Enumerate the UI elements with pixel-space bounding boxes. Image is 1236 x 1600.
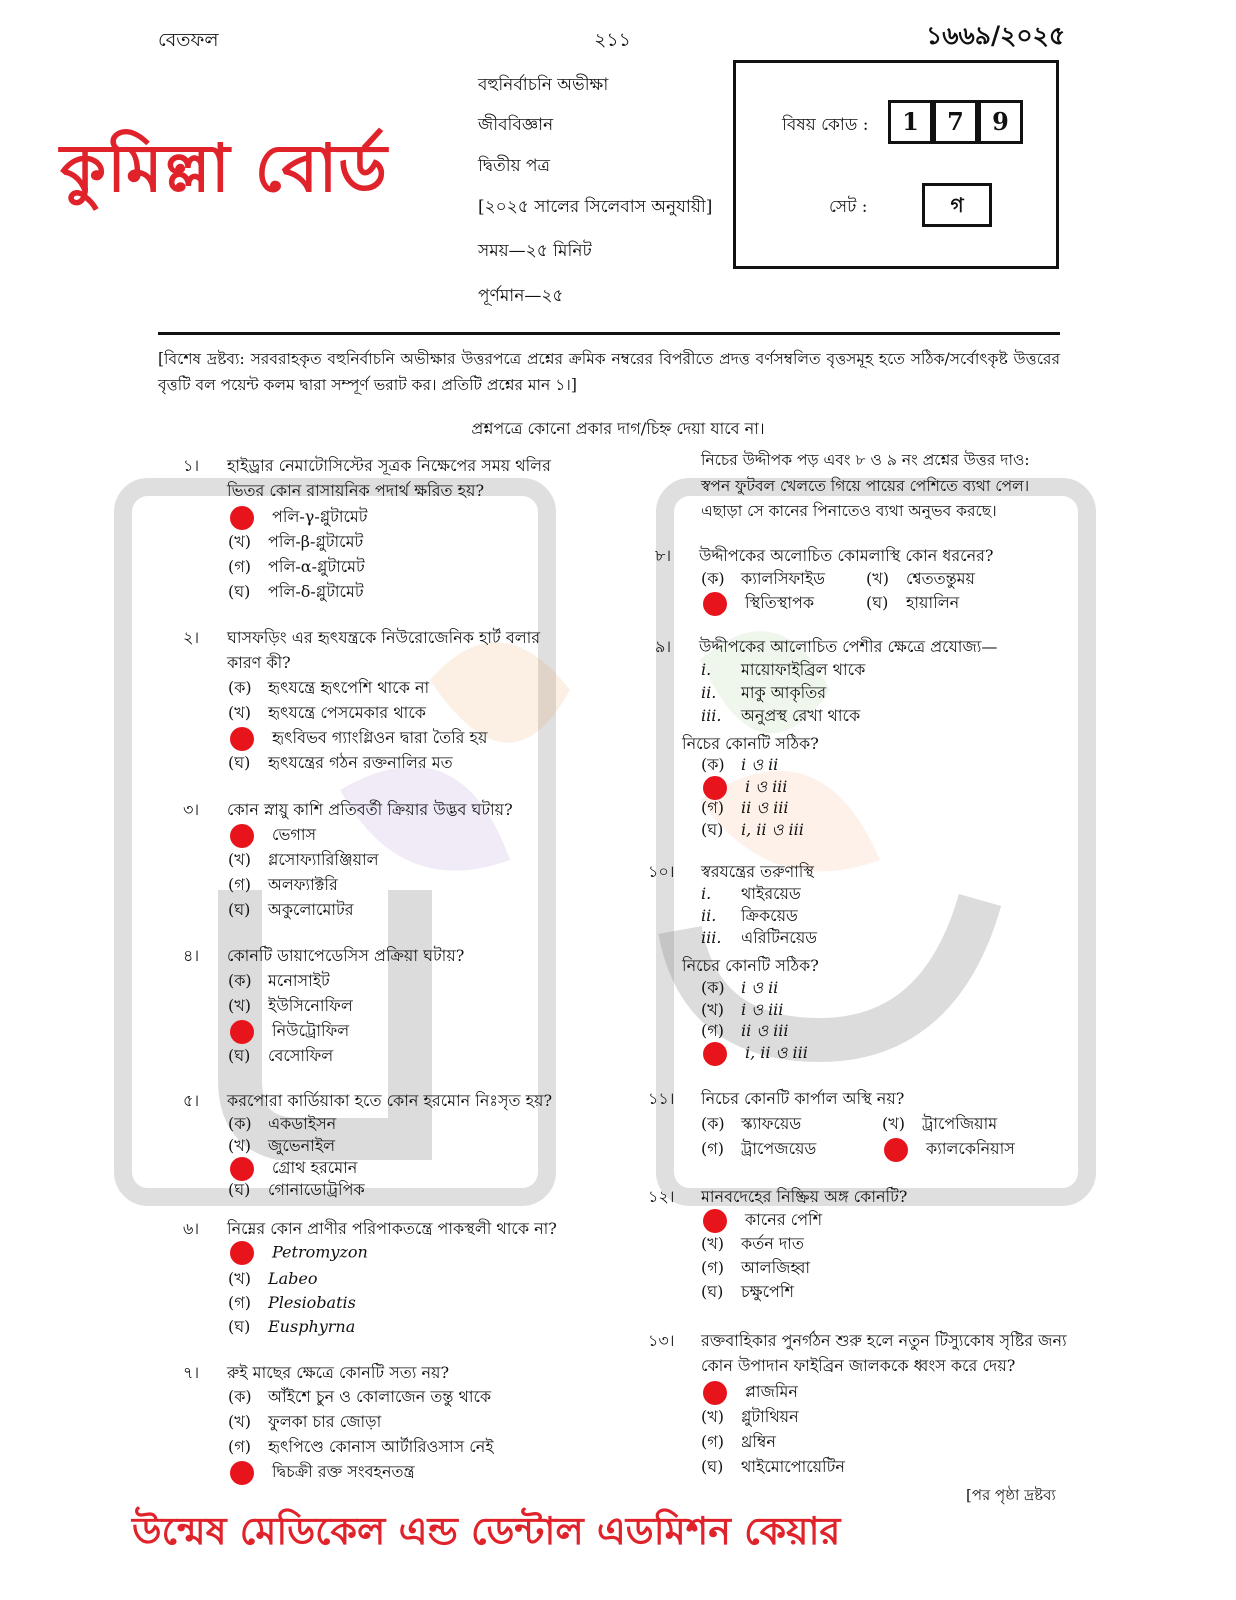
question-number: ১৩। [648,1331,675,1350]
option: (ক) আঁইশে চুন ও কোলাজেন তন্তু থাকে [228,1387,492,1406]
option-answer: i, ii ও iii [701,1040,808,1064]
question-number: ৭। [183,1363,200,1382]
answer-dot [230,506,254,530]
question-text: নিচের কোনটি কার্পাল অস্থি নয়? [701,1089,905,1108]
warning-line: প্রশ্নপত্রে কোনো প্রকার দাগ/চিহ্ন দেয়া যাবে না। [471,419,765,438]
question-number: ৯। [655,637,672,656]
option: (গ) ii ও iii [701,1021,789,1040]
option: (খ) জুভেনাইল [228,1136,336,1155]
option: (গ) অলফ্যাক্টরি [228,875,338,894]
option: (ঘ) হৃৎযন্ত্রের গঠন রক্তনালির মত [228,753,453,772]
header-reference-number: ১৬৬৯/২০২৫ [926,21,1066,50]
option: (খ) ইউসিনোফিল [228,996,353,1015]
option: (ঘ) চক্ষুপেশি [701,1282,794,1301]
answer-dot [230,1241,254,1265]
option: (খ) ফুলকা চার জোড়া [228,1412,382,1431]
option: (ঘ) থাইমোপোয়েটিন [701,1457,845,1476]
option: (ক) i ও ii [701,978,779,997]
question-text: নিম্নের কোন প্রাণীর পরিপাকতন্ত্রে পাকস্থলী থাকে না? [227,1219,557,1238]
option: (খ) শ্বেততন্তুময় [866,569,975,588]
question-text: উদ্দীপকের আলোচিত পেশীর ক্ষেত্রে প্রযোজ্য— [699,637,998,656]
answer-dot [230,1461,254,1485]
statement: i. মায়োফাইব্রিল থাকে [701,660,866,679]
option: (ঘ) হায়ালিন [866,593,960,612]
option: (খ) গ্লুটাথিয়ন [701,1407,799,1426]
option: (গ) ট্রাপেজয়েড [701,1139,817,1158]
answer-dot [230,824,254,848]
option: (ক) একডাইসন [228,1114,337,1133]
question-text: রুই মাছের ক্ষেত্রে কোনটি সত্য নয়? [227,1363,450,1382]
option: (ক) মনোসাইট [228,971,330,990]
option: (গ) পলি-α-গ্লুটামেট [228,557,365,576]
question-number: ১। [183,456,200,475]
option: (ক) হৃৎযন্ত্রে হৃৎপেশি থাকে না [228,678,430,697]
option-answer: স্থিতিস্থাপক [701,590,814,614]
option: (খ) i ও iii [701,1000,784,1019]
option: (গ) থ্রম্বিন [701,1432,776,1451]
question-text: উদ্দীপকের অলোচিত কোমলাস্থি কোন ধরনের? [699,546,994,565]
option-answer: গ্রোথ হরমোন [228,1155,357,1179]
option: (ঘ) গোনাডোট্রপিক [228,1180,365,1199]
option: (ঘ) বেসোফিল [228,1046,334,1065]
set-label: সেট : [829,197,868,217]
question-ask: নিচের কোনটি সঠিক? [682,956,819,975]
option-answer: ক্যালকেনিয়াস [882,1136,1015,1160]
option: (গ) Plesiobatis [228,1293,356,1312]
question-text: স্বরযন্ত্রের তরুণাস্থি [701,862,814,881]
option-answer: পলি-γ-গ্লুটামেট [228,504,368,528]
option-answer: কানের পেশি [701,1207,822,1231]
question-text: কোন স্নায়ু কাশি প্রতিবর্তী ক্রিয়ার উদ্ভব ঘটায়? [227,800,513,819]
subject-code-box [733,60,1059,269]
answer-dot [703,1381,727,1405]
header-divider [158,332,1060,335]
subject-code-digit: 1 [888,100,933,144]
stimulus-intro: নিচের উদ্দীপক পড় এবং ৮ ও ৯ নং প্রশ্নের উত্তর দাও: [701,451,1030,469]
header-page-number: ২১১ [594,29,632,51]
question-text: কোনটি ডায়াপেডেসিস প্রক্রিয়া ঘটায়? [227,946,465,965]
option: (ঘ) Eusphyrna [228,1317,356,1336]
answer-dot [230,727,254,751]
question-number: ৩। [183,800,200,819]
exam-syllabus: [২০২৫ সালের সিলেবাস অনুযায়ী] [478,197,713,217]
statement: iii. এরিটিনয়েড [701,928,818,947]
set-value: গ [922,183,992,227]
exam-type: বহুনির্বাচনি অভীক্ষা [478,75,609,95]
option-answer: ভেগাস [228,822,316,846]
question-text: হাইড্রার নেমাটোসিস্টের সূত্রক নিক্ষেপের সময় থলির ভিতর কোন রাসায়নিক পদার্থ ক্ষরিত হয়? [227,456,551,500]
board-title: কুমিল্লা বোর্ড [60,130,388,207]
exam-time: সময়—২৫ মিনিট [478,241,592,261]
subject-code-digit: 7 [933,100,978,144]
option: (গ) আলজিহ্বা [701,1258,811,1277]
answer-dot [703,592,727,616]
question-number: ২। [183,628,200,647]
option-answer: হৃৎবিভব গ্যাংগ্লিওন দ্বারা তৈরি হয় [228,725,487,749]
question-number: ৪। [183,946,200,965]
statement: ii. ক্রিকয়েড [701,906,798,925]
option: (খ) কর্তন দাত [701,1234,804,1253]
option: (ক) i ও ii [701,755,779,774]
instruction-note: [বিশেষ দ্রষ্টব্য: সরবরাহকৃত বহুনির্বাচনি অভীক্ষার উত্তরপত্রে প্রশ্নের ক্রমিক নম্বরের বিপরীতে প্রদত্ত বর্ণসম্বলিত বৃত্তসমূহ হতে সঠিক/সর্বোৎকৃষ্ট উত্তরের বৃত্তটি বল পয়েন্ট কলম দ্বারা সম্পূর্ণ ভরাট কর। প্রতিটি প্রশ্নের মান ১।] [158,350,1060,394]
option: (ক) স্ক্যাফয়েড [701,1114,802,1133]
subject-code-label: বিষয় কোড : [782,115,869,135]
question-number: ৮। [655,546,672,565]
option: (খ) গ্লসোফ্যারিঞ্জিয়াল [228,850,379,869]
statement: i. থাইরয়েড [701,884,801,903]
statement: iii. অনুপ্রস্থ রেখা থাকে [701,706,861,725]
question-ask: নিচের কোনটি সঠিক? [682,734,819,753]
question-number: ৫। [183,1091,200,1110]
option-answer: i ও iii [701,774,787,798]
option: (ঘ) অকুলোমোটর [228,900,354,919]
option-answer: প্লাজমিন [701,1379,798,1403]
question-text: মানবদেহের নিষ্ক্রিয় অঙ্গ কোনটি? [701,1187,908,1206]
option: (ঘ) i, ii ও iii [701,820,804,839]
subject-code-digit: 9 [978,100,1023,144]
option: (ঘ) পলি-δ-গ্লুটামেট [228,582,364,601]
question-text: করপোরা কার্ডিয়াকা হতে কোন হরমোন নিঃসৃত হয়? [227,1091,553,1110]
answer-dot [703,1042,727,1066]
option: (খ) হৃৎযন্ত্রে পেসমেকার থাকে [228,703,426,722]
question-number: ১০। [648,862,675,881]
exam-full-marks: পূর্ণমান—২৫ [478,286,564,306]
option: (ক) ক্যালসিফাইড [701,569,825,588]
option: (খ) Labeo [228,1269,318,1288]
footer-brand: উন্মেষ মেডিকেল এন্ড ডেন্টাল এডমিশন কেয়ার [132,1509,841,1553]
question-number: ১২। [648,1187,675,1206]
option-answer: Petromyzon [228,1241,368,1265]
exam-paper: দ্বিতীয় পত্র [478,156,551,176]
header-subject-tag: বেতফল [158,29,219,51]
exam-subject: জীববিজ্ঞান [478,115,554,135]
option: (খ) ট্রাপেজিয়াম [882,1114,998,1133]
answer-dot [230,1020,254,1044]
question-text: রক্তবাহিকার পুনর্গঠন শুরু হলে নতুন টিস্যুকোষ সৃষ্টির জন্য কোন উপাদান ফাইব্রিন জালককে ধ্বংস করে দেয়? [701,1331,1067,1375]
answer-dot [703,1209,727,1233]
next-page-note: [পর পৃষ্ঠা দ্রষ্টব্য [966,1486,1056,1504]
option: (গ) ii ও iii [701,798,789,817]
statement: ii. মাকু আকৃতির [701,683,827,702]
stimulus-text: স্বপন ফুটবল খেলতে গিয়ে পায়ের পেশিতে ব্যথা পেল। এছাড়া সে কানের পিনাতেও ব্যথা অনুভব করছে। [701,477,1030,520]
option: (খ) পলি-β-গ্লুটামেট [228,532,364,551]
option-answer: দ্বিচক্রী রক্ত সংবহনতন্ত্র [228,1459,415,1483]
option-answer: নিউট্রোফিল [228,1018,349,1042]
question-number: ১১। [648,1089,675,1108]
option: (গ) হৃৎপিণ্ডে কোনাস আর্টারিওসাস নেই [228,1437,494,1456]
question-text: ঘাসফড়িং এর হৃৎযন্ত্রকে নিউরোজেনিক হার্ট বলার কারণ কী? [227,628,541,672]
answer-dot [884,1138,908,1162]
question-number: ৬। [183,1219,200,1238]
